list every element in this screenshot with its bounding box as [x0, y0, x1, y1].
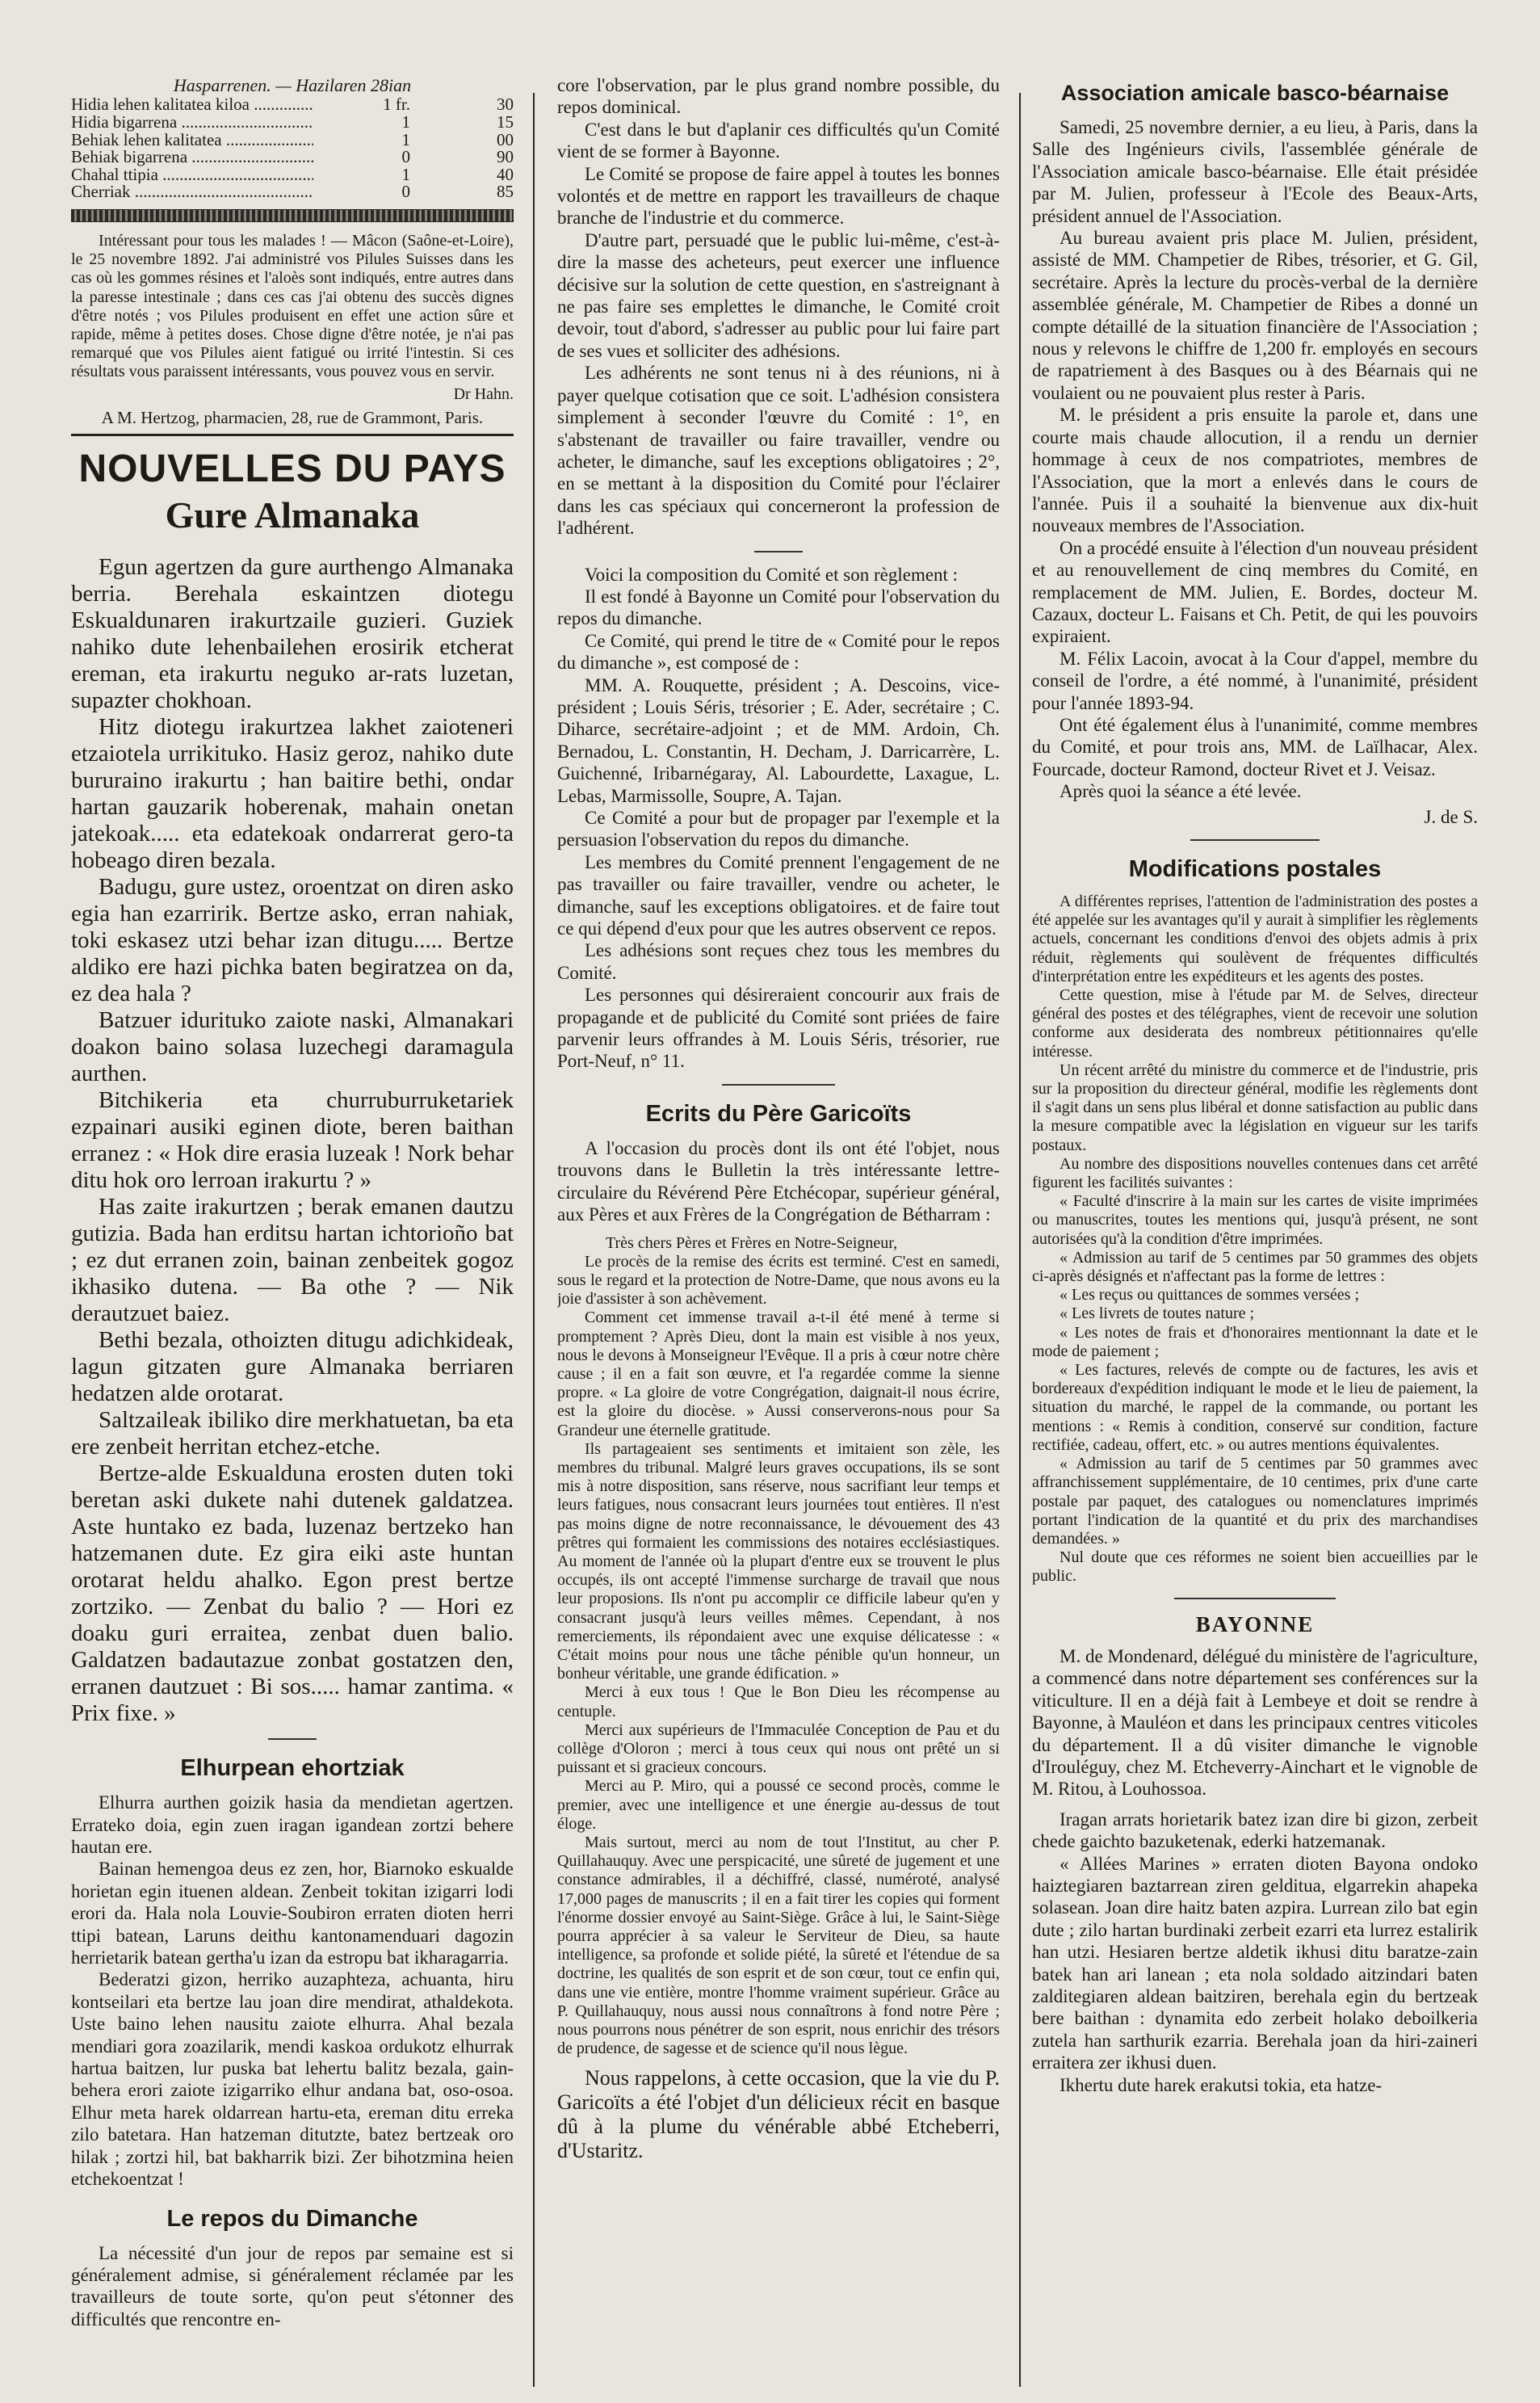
paragraph: « Les notes de frais et d'honoraires mentionnant la date et le mode de paiement ; — [1032, 1323, 1478, 1360]
paragraph: Après quoi la séance a été levée. — [1060, 781, 1302, 802]
paragraph: Bethi bezala, othoizten ditugu adichkideak, lagun gitzaten gure Almanaka berriaren hedatzen alde orotarat. — [71, 1327, 514, 1407]
paragraph: D'autre part, persuadé que le public lui-même, c'est-à-dire la masse des acheteurs, peut exercer une influence décisive sur la solution de cette question, en s'astreignant à ne pas faire ses emplettes le dimanche, le Comité croit devoir, tout d'abord, s'adresser au public pour lui faire part de ses vues et solliciter des adhésions. — [557, 229, 1000, 361]
price-row: Hidia lehen kalitatea kiloa ..... 1 fr. 30 — [71, 96, 514, 114]
paragraph: core l'observation, par le plus grand nombre possible, du repos dominical. — [557, 75, 1000, 118]
garicoits-title: Ecrits du Père Garicoïts — [645, 1100, 912, 1127]
assoc-title: Association amicale basco-béarnaise — [1060, 81, 1450, 105]
paragraph: Ce Comité a pour but de propager par l'exemple et la persuasion l'observation du repos du dimanche. — [557, 808, 1000, 851]
paragraph: Ont été également élus à l'unanimité, comme membres du Comité, et pour trois ans, MM. de Laïlhacar, Alex. Fourcade, docteur Ramond, docteur Rivet et J. Veisaz. — [1032, 714, 1478, 779]
repos-title: Le repos du Dimanche — [166, 2205, 418, 2232]
paragraph: « Les factures, relevés de compte ou de factures, les avis et bordereaux d'expédition indiquant le mode et le lieu de paiement, la situation du marché, le rappel de la commande, ou portant les mentions : « Remis à condition, conservé sur condition, facture rectifiée, cadeau, offert, etc. » ou autres mentions équivalentes. — [1032, 1361, 1478, 1454]
paragraph: Au bureau avaient pris place M. Julien, président, assisté de MM. Champetier de Ribes, trésorier, et G. Gil, secrétaire. Après la lecture du procès-verbal de la dernière assemblée générale, M. Champetier de Ribes a donné un compte détaillé de la situation financière de l'Association ; nous y relevons le chiffre de 1,200 fr. employés en secours de rapatriement à des Basques ou à des Béarnais qui ne voulaient ou ne pouvaient plus rester à Paris. — [1032, 228, 1478, 403]
paragraph: A l'occasion du procès dont ils ont été l'objet, nous trouvons dans le Bulletin la très intéressante lettre-circulaire du Révérend Père Etchécopar, supérieur général, aux Pères et aux Frères de la Congrégation de Bétharram : — [557, 1137, 1000, 1225]
paragraph: Nul doute que ces réformes ne soient bien accueillies par le public. — [1032, 1548, 1478, 1586]
paragraph: M. le président a pris ensuite la parole et, dans une courte mais chaude allocution, il a rendu un dernier hommage à ceux de nos compatriotes, membres de l'Association, que la mort a enlevés dans le cours de l'année. Puis il a souhaité la bienvenue aux dix-huit nouveaux membres de l'Association. — [1032, 405, 1478, 536]
paragraph: « Faculté d'inscrire à la main sur les cartes de visite imprimées ou manuscrites, toutes les mentions qui, jusqu'à présent, ne sont autorisées qu'à la condition d'être imprimées. — [1032, 1192, 1478, 1248]
paragraph: Bederatzi gizon, herriko auzaphteza, achuanta, hiru kontseilari eta bertze lau joan dire mendirat, athaldekota. Uste baino lehen nausitu zaiote elhurra. Ahal bezala mendiari gora zoazilarik, mendi kaskoa ordukotz elhurrak hartua baitzen, lur puska bat lehertu balitz bezala, gain-behera erori zaiote izigarriko elhur andana bat, oso-osoa. Elhur meta harek oldarrean hartu-eta, ereman ditu erreka zilo batetara. Han hatzeman ditutzte, batez bertzeak oro hilak ; zortzi hil, bat bakharrik bizi. Zer bihotzmina heien etchekoentzat ! — [71, 1969, 514, 2190]
paragraph: Batzuer idurituko zaiote naski, Almanakari doakon baino solasa luzechegi daramagula aurthen. — [71, 1007, 514, 1087]
paragraph: « Admission au tarif de 5 centimes par 50 grammes des objets ci-après désignés et n'affectant pas la forme de lettres : — [1032, 1248, 1478, 1286]
paragraph: A différentes reprises, l'attention de l'administration des postes a été appelée sur les avantages qu'il y aurait à simplifier les règlements actuels, concernant les conditions d'envoi des objets admis à prix réduit, règlements qui soulèvent de fréquentes difficultés d'interprétation entre les expéditeurs et les agents des postes. — [1032, 893, 1478, 985]
section-title: NOUVELLES DU PAYS — [71, 434, 514, 491]
paragraph: Voici la composition du Comité et son règlement : — [585, 564, 959, 585]
letter-salutation: Très chers Pères et Frères en Notre-Seigneur, — [606, 1233, 898, 1252]
price-row: Behiak bigarrena ..... 0 90 — [71, 149, 514, 166]
paragraph: Ikhertu dute harek erakutsi tokia, eta hatze- — [1060, 2074, 1383, 2095]
paragraph: Samedi, 25 novembre dernier, a eu lieu, à Paris, dans la Salle des Ingénieurs civils, l'assemblée générale de l'Association amicale basco-béarnaise. Elle était présidée par M. Julien, professeur à l'Ecole des Beaux-Arts, président annuel de l'Association. — [1032, 117, 1478, 226]
paragraph: Un récent arrêté du ministre du commerce et de l'industrie, pris sur la proposition du directeur général, modifie les règlements dont il s'agit dans un sens plus libéral et donne satisfaction au public dans la mesure compatible avec la législation en vigueur sur les tarifs postaux. — [1032, 1061, 1478, 1154]
price-row: Chahal ttipia ..... 1 40 — [71, 166, 514, 184]
assoc-article — [1032, 116, 1478, 803]
postal-article — [1032, 893, 1478, 1586]
market-heading: Hasparrenen. — Hazilaren 28ian — [173, 75, 412, 95]
separator — [754, 551, 803, 552]
price-list — [71, 96, 514, 201]
paragraph: Iragan arrats horietarik batez izan dire bi gizon, zerbeit chede gaichto bazuketenak, ederki hatzemanak. — [1032, 1809, 1478, 1852]
comite-composition — [557, 564, 1000, 1073]
column-rule-left — [533, 93, 535, 2387]
almanaka-title: Gure Almanaka — [165, 494, 420, 536]
paragraph: Has zaite irakurtzen ; berak emanen dautzu gutizia. Bada han erditsu hartan ichtorioño bat ; ez dut erranen zoin, bainan zenbeitek gogoz ikhasiko dutena. — Ba othe ? — Nik derautzuet baiez. — [71, 1194, 514, 1327]
paragraph: Elhurra aurthen goizik hasia da mendietan agertzen. Errateko doia, egin zuen iragan igandean zortzi behere hautan ere. — [71, 1792, 514, 1858]
advert-signature: Dr Hahn. — [453, 384, 514, 403]
price-row: Hidia bigarrena ..... 1 15 — [71, 114, 514, 132]
paragraph: MM. A. Rouquette, président ; A. Descoins, vice-président ; Louis Séris, trésorier ; E. Ader, secrétaire ; C. Diharce, secrétaire-adjoint ; et de MM. Ardoin, Ch. Bernadou, L. Constantin, H. Decham, J. Darricarrère, L. Guichenné, Iribarnégaray, Al. Labourdette, Laxague, L. Lebas, Marmissolle, Soupre, A. Tajan. — [557, 674, 1000, 806]
paragraph: « Admission au tarif de 5 centimes par 50 grammes avec affranchissement supplémentaire, de 10 centimes, prix d'une carte postale par paquet, des catalogues ou nomenclatures imprimés portant l'indication de la quantité et du prix des marchandises demandées. » — [1032, 1455, 1478, 1548]
paragraph: C'est dans le but d'aplanir ces difficultés qu'un Comité vient de se former à Bayonne. — [557, 119, 1000, 162]
paragraph: Comment cet immense travail a-t-il été mené à terme si promptement ? Après Dieu, dont la main est visible à nos yeux, nous le devons à Monseigneur l'Evêque. Il a pris à cœur notre chère cause ; il en a fait son œuvre, et l'a regardée comme la sienne propre. « La gloire de votre Congrégation, daignait-il nous écrire, est la gloire du diocèse. » Aussi conserverons-nous pour Sa Grandeur une éternelle gratitude. — [557, 1309, 1000, 1439]
paragraph: Merci au P. Miro, qui a poussé ce second procès, comme le premier, avec une intelligence et une énergie au-dessus de tout éloge. — [557, 1777, 1000, 1833]
advert-text: Intéressant pour tous les malades ! — Mâcon (Saône-et-Loire), le 25 novembre 1892. J'ai administré vos Pilules Suisses dans les cas où les gommes résines et l'aloès sont indiqués, entre autres dans la paresse intestinale ; dans ces cas j'ai obtenu des succès dignes d'être notés ; vos Pilules produisent en effet une action sûre et rapide, même à petites doses. Chose digne d'être notée, je n'ai pas remarqué que vos Pilules aient fatigué ou irrité l'intestin. Si ces résultats vous paraissent intéressants, vous pouvez vous en servir. — [71, 231, 514, 381]
paragraph: Ce Comité, qui prend le titre de « Comité pour le repos du dimanche », est composé de : — [557, 630, 1000, 674]
separator — [1174, 1598, 1336, 1599]
paragraph: On a procédé ensuite à l'élection d'un nouveau président et au renouvellement de cinq membres du Comité, en remplacement de MM. Julien, E. Bordes, docteur M. Cazaux, docteur L. Faisans et Ch. Petit, de qui les pouvoirs expiraient. — [1032, 537, 1478, 647]
separator — [722, 1084, 835, 1086]
paragraph: Les membres du Comité prennent l'engagement de ne pas travailler ou faire travailler, vendre ou acheter, le dimanche, sauf les exceptions obligatoires. et de faire tout ce qui dépend d'eux pour que les autres observent ce repos. — [557, 851, 1000, 939]
elhurpean-title: Elhurpean ehortziak — [180, 1755, 405, 1782]
paragraph: Merci à eux tous ! Que le Bon Dieu les récompense au centuple. — [557, 1683, 1000, 1720]
bayonne-title: BAYONNE — [1195, 1611, 1315, 1636]
paragraph: Mais surtout, merci au nom de tout l'Institut, au cher P. Quillahauquy. Avec une perspicacité, une sûreté de jugement et une constance admirables, il a déchiffré, classé, numéroté, analysé 17,000 pages de manuscrits ; il en a fait tirer les copies qui forment l'énorme dossier envoyé au Saint-Siège. Grâce à lui, le Saint-Siège pourra apprécier à sa valeur le Serviteur de Dieu, sa haute intelligence, sa profonde et solide piété, la sûreté et l'étendue de sa doctrine, les qualités de son esprit et de son cœur, tout ce enfin qui, dans une vie entière, montre l'homme vraiment supérieur. Grâce au P. Quillahauquy, nous aussi nous connaîtrons à fond notre Père ; nous pourrons nous pénétrer de son esprit, nous enrichir des trésors de prudence, de sagesse et de science qu'il nous lègue. — [557, 1834, 1000, 2058]
column-1 — [71, 74, 514, 2384]
paragraph: La nécessité d'un jour de repos par semaine est si généralement admise, si généralement réclamée par les travailleurs de toute sorte, qu'on peut s'étonner des difficultés que rencontre en- — [71, 2242, 514, 2329]
paragraph: Bainan hemengoa deus ez zen, hor, Biarnoko eskualde horietan egin ituenen aldean. Zenbeit tokitan izigarri lodi erori da. Hala nola Louvie-Soubiron erraten dioten herri ttipi batean, Laruns deithu kantonamenduari dagozin herrietarik batean gertha'u izan da estropu bat ikharagarria. — [71, 1859, 514, 1968]
elhurpean-article — [71, 1792, 514, 2190]
paragraph: Les adhésions sont reçues chez tous les membres du Comité. — [557, 940, 1000, 983]
price-row: Cherriak ..... 0 85 — [71, 183, 514, 201]
letter — [557, 1253, 1000, 2059]
paragraph: Hitz diotegu irakurtzea lakhet zaioteneri etzaiotela urrikituko. Hasiz geroz, nahiko dute bururaino irakurtu ; han baitire bethi, ondar hartan gauzarik hoberenak, mahain onetan jatekoak..... eta edatekoak ondarrerat gero-ta hobeago diren bezala. — [71, 714, 514, 874]
paragraph: Les adhérents ne sont tenus ni à des réunions, ni à payer quelque cotisation que ce soit. L'adhésion consistera simplement à seconder l'œuvre du Comité : 1°, en s'abstenant de travailler ou faire travailler, vendre ou acheter, le dimanche, sauf les exceptions obligatoires ; 2°, en se mettant à la disposition du Comité pour l'éclairer dans les cas spéciaux qui concerneront la profession de l'adhérent. — [557, 363, 1000, 539]
paragraph: Ils partageaient ses sentiments et imitaient son zèle, les membres du tribunal. Malgré leurs graves occupations, ils se sont mis à notre disposition, sans réserve, nous sacrifiant leur temps et leurs fatigues, nous consacrant leurs journées tout entières. Il n'est pas moins digne de notre reconnaissance, le dévouement des 43 prêtres qui formaient les commissions des notaires ecclésiastiques. Au moment de l'année où la plupart d'entre eux se trouvent le plus occupés, ils ont accepté l'immense surcharge de travail que nous leur proposions. Ils n'ont pu accomplir ce difficile labeur qu'en y consacrant jusqu'à leurs veilles mêmes. Cependant, à nos remerciements, ils répondaient avec une exquise délicatesse : « C'était moins pour nous une tâche pénible qu'un honneur, un bonheur véritable, une grande édification. » — [557, 1439, 1000, 1683]
paragraph: Cette question, mise à l'étude par M. de Selves, directeur général des postes et des télégraphes, vient de recevoir une solution conforme aux desiderata des nombreux pétitionnaires qu'elle intéresse. — [1032, 986, 1478, 1061]
paragraph: Badugu, gure ustez, oroentzat on diren asko egia han ezarririk. Bertze asko, erran nahiak, toki eskasez utzi behar izan ditugu..... Bertze aldiko ere hazi pichka baten begiratzea on da, ez dea hala ? — [71, 874, 514, 1007]
paragraph: « Allées Marines » erraten dioten Bayona ondoko haiztegiaren baztarrean ziren gelditua, elgarrekin ahapeka solasean. Joan dire haitz baten azpira. Lurrean zilo bat egin dute ; zilo hartan burdinaki zerbeit ezarri eta lurrez estalirik han utzi. Hesiaren bertze aldetik ikhusi ditu baratze-zain batek han ari lanean ; eta nola soldado aitzindari baten zalditegiaren aldean baitziren, berehala egin du bertzeak bere baithan : dynamita edo zerbeit holako deboilkeria zutela han sarthurik ezarria. Berehala joan da hiri-zaineri erraitera zer ikhusi duen. — [1032, 1853, 1478, 2073]
paragraph: Les personnes qui désireraient concourir aux frais de propagande et de publicité du Comité sont priées de faire parvenir leurs offrandes à M. Louis Séris, trésorier, rue Port-Neuf, n° 11. — [557, 985, 1000, 1072]
paragraph: M. Félix Lacoin, avocat à la Cour d'appel, membre du conseil de l'ordre, a été nommé, à l'unanimité, président pour l'année 1893-94. — [1032, 648, 1478, 713]
paragraph: Merci aux supérieurs de l'Immaculée Conception de Pau et du collège d'Oloron ; merci à tous ceux qui nous ont prêté un si puissant et si gracieux concours. — [557, 1720, 1000, 1777]
bayonne-article — [1032, 1645, 1478, 2096]
paragraph: Nous rappelons, à cette occasion, que la vie du P. Garicoïts a été l'objet d'un délicieux récit en basque dû à la plume du vénérable abbé Etcheberri, d'Ustaritz. — [557, 2066, 1000, 2163]
paragraph: Bitchikeria eta churruburruketariek ezpainari ausiki eginen diote, beren baithan erranez : « Hok dire erasia luzeak ! Nork behar ditu hok oro lerroan irakurtu ? » — [71, 1087, 514, 1194]
ornamental-rule — [71, 209, 514, 222]
paragraph: Le Comité se propose de faire appel à toutes les bonnes volontés et de mettre en rapport les travailleurs de chaque branche de l'industrie et du commerce. — [557, 163, 1000, 229]
paragraph: « Les reçus ou quittances de sommes versées ; — [1060, 1286, 1360, 1304]
postal-title: Modifications postales — [1128, 856, 1382, 882]
comite-article — [557, 74, 1000, 540]
column-2 — [557, 74, 1000, 2384]
paragraph: M. de Mondenard, délégué du ministère de l'agriculture, a commencé dans notre département ses conférences sur la viticulture. Il en a déjà fait à Lembeye et doit se rendre à Bayonne, à Mauléon et dans les principaux centres viticoles du département. Il a dû visiter dimanche le vignoble d'Irouléguy, chez M. Etcheverry-Ainchart et le vignoble de M. Ritou, à Louhossoa. — [1032, 1645, 1478, 1800]
paragraph: Saltzaileak ibiliko dire merkhatuetan, ba eta ere zenbeit herritan etchez-etche. — [71, 1407, 514, 1460]
price-row: Behiak lehen kalitatea ..... 1 00 — [71, 132, 514, 149]
advert-address: A M. Hertzog, pharmacien, 28, rue de Grammont, Paris. — [101, 407, 484, 427]
separator — [268, 1738, 317, 1740]
paragraph: Le procès de la remise des écrits est terminé. C'est en samedi, sous le regard et la protection de Notre-Dame, que nous avons eu la joie d'assister à son achèvement. — [557, 1252, 1000, 1309]
paragraph: Au nombre des dispositions nouvelles contenues dans cet arrêté figurent les facilités suivantes : — [1032, 1154, 1478, 1192]
assoc-signature: J. de S. — [1424, 806, 1478, 827]
column-3 — [1032, 74, 1478, 2384]
paragraph: « Les livrets de toutes nature ; — [1060, 1304, 1255, 1323]
paragraph: Egun agertzen da gure aurthengo Almanaka berria. Berehala eskaintzen diotegu Eskualdunaren irakurtzaile guzieri. Guziek nahiko dute lehenbailehen erosirik etcherat ereman, eta irakurtu neguko ar-rats luzetan, supazter chokhoan. — [71, 554, 514, 714]
paragraph: Il est fondé à Bayonne un Comité pour l'observation du repos du dimanche. — [557, 586, 1000, 629]
column-rule-right — [1019, 93, 1021, 2387]
paragraph: Bertze-alde Eskualduna erosten duten toki beretan aski dukete nahi dutenek galdatzea. Aste huntako ez bada, luzenaz bertzeko han hatzemanen dute. Ez gira eiki aste huntan orotarat heldu ahalko. Egon prest bertze zortziko. — Zenbat du balio ? — Hori ez doaku guri erraitea, zenbat duen balio. Galdatzen badautazue zonbat gostatzen den, erranen dautzuet : Bi sos..... hamar zantima. « Prix fixe. » — [71, 1460, 514, 1727]
separator — [1190, 839, 1320, 841]
almanaka-article — [71, 554, 514, 1727]
